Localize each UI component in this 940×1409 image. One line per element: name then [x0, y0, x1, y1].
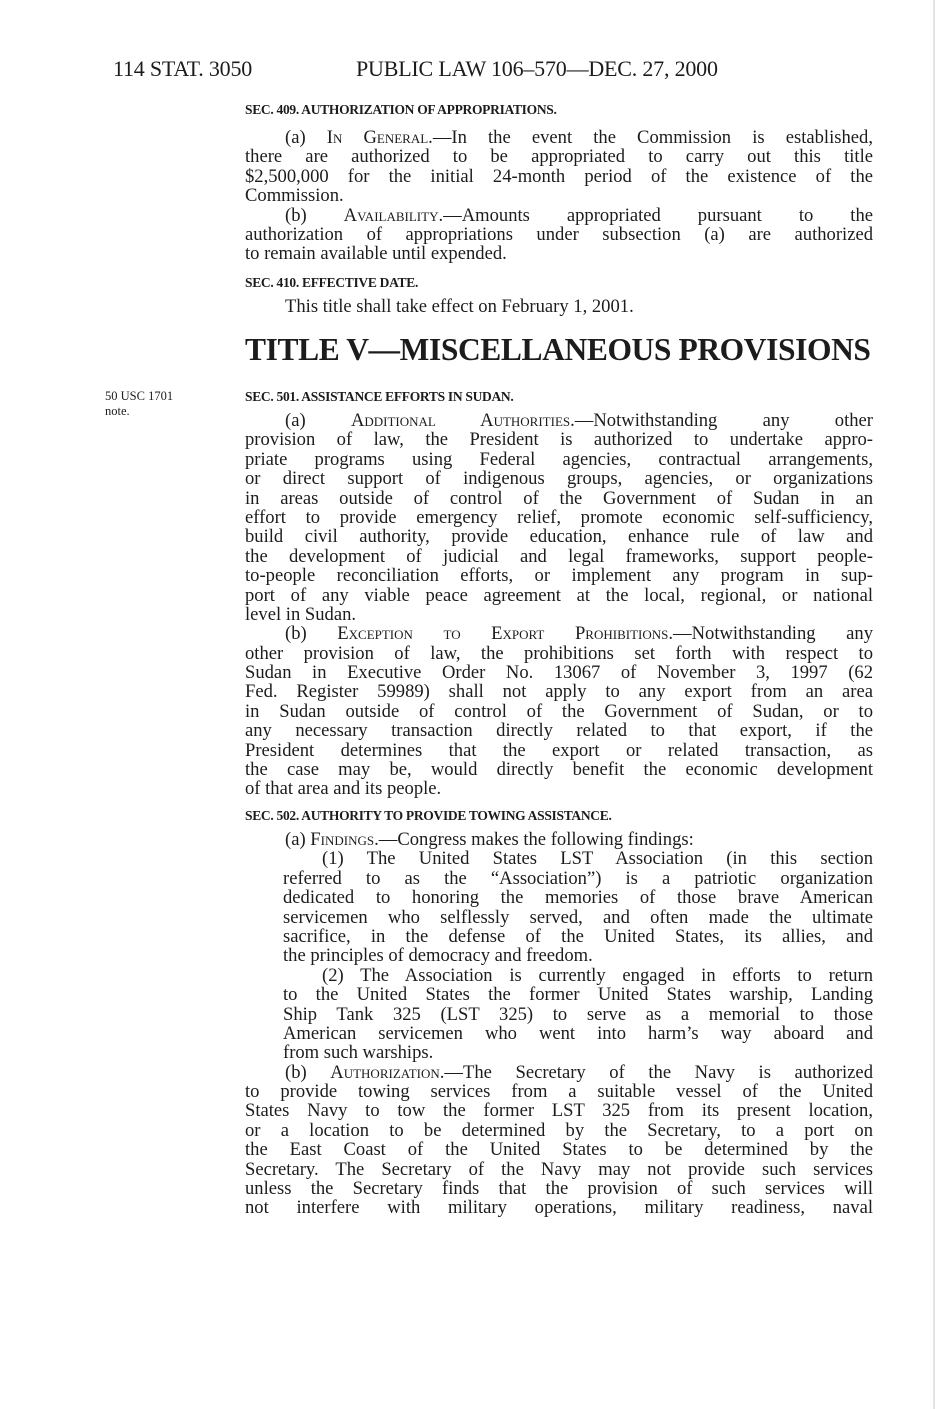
text-line: priate programs using Federal agencies, contractual arrangements, — [245, 448, 873, 470]
text-line — [245, 297, 873, 316]
paragraph-text: —Notwithstanding any other — [574, 410, 873, 431]
paragraph — [245, 624, 873, 799]
paragraph — [245, 411, 873, 624]
text-line: provision of law, the President is authorized to undertake appro- — [245, 429, 873, 451]
text-line: President determines that the export or related transaction, as — [245, 739, 873, 761]
sec-409-body — [245, 128, 873, 264]
text-line: referred to as the “Association”) is a patriotic organization — [283, 867, 873, 889]
paragraph-heading: Exception to Export Prohibitions. — [337, 623, 674, 645]
paragraph — [245, 206, 873, 264]
text-line: Fed. Register 59989) shall not apply to any export from an area — [245, 681, 873, 703]
paragraph-label: (a) — [285, 829, 311, 850]
text-line: servicemen who selflessly served, and often made the ultimate — [283, 906, 873, 928]
text-line: $2,500,000 for the initial 24-month period of the existence of the — [245, 165, 873, 187]
paragraph-heading: Additional Authorities. — [350, 410, 575, 431]
sec-502-heading: SEC. 502. AUTHORITY TO PROVIDE TOWING ASSISTANCE. — [245, 808, 612, 823]
text-line: in areas outside of control of the Government of Sudan in an — [245, 487, 873, 509]
text-line: unless the Secretary finds that the provision of such services will — [245, 1178, 873, 1200]
text-line: Sudan in Executive Order No. 13067 of November 3, 1997 (62 — [245, 662, 873, 684]
page-reference: 114 STAT. 3050 — [113, 56, 253, 81]
text-line: effort to provide emergency relief, promote economic self-sufficiency, — [245, 506, 873, 528]
margin-note — [105, 389, 173, 419]
text-line: the case may be, would directly benefit the economic development — [245, 759, 873, 781]
text-line: or a location to be determined by the Secretary, to a port on — [245, 1119, 873, 1141]
sec-410-heading: SEC. 410. EFFECTIVE DATE. — [245, 275, 419, 290]
text-line: level in Sudan. — [245, 603, 357, 625]
text-line: sacrifice, in the defense of the United States, its allies, and — [283, 925, 873, 947]
text-line: to-people reconciliation efforts, or implement any program in sup- — [245, 565, 873, 587]
text-line: other provision of law, the prohibitions set forth with respect to — [245, 642, 873, 664]
paragraph-heading: Authorization. — [330, 1061, 445, 1083]
text-line: to remain available until expended. — [245, 243, 507, 265]
paragraph-text: —Notwithstanding any — [673, 623, 873, 645]
text-line — [283, 966, 873, 985]
paragraph — [245, 830, 873, 849]
text-line: dedicated to honoring the memories of those brave American — [283, 887, 873, 909]
paragraph-heading: Findings. — [310, 829, 379, 850]
paragraph — [283, 966, 873, 1063]
text-line: build civil authority, provide education, enhance rule of law and — [245, 526, 873, 548]
text-line: Secretary. The Secretary of the Navy may not provide such services — [245, 1158, 873, 1180]
text-line — [245, 624, 873, 643]
text-line: the East Coast of the United States to be determined by the — [245, 1139, 873, 1161]
paragraph-label: (b) — [285, 1061, 331, 1083]
paragraph-text: —Congress makes the following findings: — [378, 829, 694, 850]
text-line: States Navy to tow the former LST 325 from its present location, — [245, 1100, 873, 1122]
text-line — [283, 849, 873, 868]
text-line: any necessary transaction directly related to that export, if the — [245, 720, 873, 742]
paragraph — [245, 128, 873, 206]
paragraph-text: —Amounts appropriated pursuant to the — [443, 204, 873, 226]
page-edge — [933, 0, 935, 1409]
paragraph — [283, 849, 873, 965]
text-line: in Sudan outside of control of the Government of Sudan, or to — [245, 700, 873, 722]
paragraph-text: —The Secretary of the Navy is authorized — [444, 1061, 873, 1083]
paragraph-text: —In the event the Commission is established, — [432, 127, 873, 148]
paragraph-label: (a) — [285, 410, 351, 431]
text-line: the principles of democracy and freedom. — [283, 945, 593, 967]
paragraph — [245, 1063, 873, 1218]
sec-410-body — [245, 297, 873, 316]
text-line: port of any viable peace agreement at the local, regional, or national — [245, 584, 873, 606]
text-line — [245, 128, 873, 147]
paragraph-label: (a) — [285, 127, 327, 148]
paragraph-label: (b) — [285, 623, 338, 645]
paragraph-text: (1) The United States LST Association (in this section — [322, 848, 873, 870]
text-line — [245, 830, 873, 849]
sec-409-heading: SEC. 409. AUTHORIZATION OF APPROPRIATIONS. — [245, 102, 557, 117]
text-line: or direct support of indigenous groups, agencies, or organizations — [245, 468, 873, 490]
text-line: Ship Tank 325 (LST 325) to serve as a memorial to those — [283, 1003, 873, 1025]
text-line: Commission. — [245, 185, 344, 207]
text-line: the development of judicial and legal frameworks, support people- — [245, 545, 873, 567]
text-line — [245, 411, 873, 430]
text-line: not interfere with military operations, military readiness, naval — [245, 1197, 873, 1219]
paragraph-label: (b) — [285, 204, 344, 226]
sec-501-heading: SEC. 501. ASSISTANCE EFFORTS IN SUDAN. — [245, 389, 514, 404]
text-line: authorization of appropriations under subsection (a) are authorized — [245, 223, 873, 245]
text-line: there are authorized to be appropriated to carry out this title — [245, 146, 873, 168]
text-line: from such warships. — [283, 1042, 434, 1064]
text-line — [245, 206, 873, 225]
text-line: to the United States the former United States warship, Landing — [283, 984, 873, 1006]
text-line — [245, 1063, 873, 1082]
text-line: to provide towing services from a suitable vessel of the United — [245, 1081, 873, 1103]
paragraph-text: This title shall take effect on February 1, 2001. — [285, 296, 634, 317]
margin-note-citation: 50 USC 1701 — [105, 389, 174, 403]
paragraph-text: (2) The Association is currently engaged in efforts to return — [322, 964, 873, 986]
running-title: PUBLIC LAW 106–570—DEC. 27, 2000 — [356, 56, 718, 81]
paragraph-heading: Availability. — [343, 204, 444, 226]
sec-502-body — [245, 830, 873, 1218]
paragraph-heading: In General. — [326, 127, 433, 148]
paragraph — [245, 297, 873, 316]
text-line: of that area and its people. — [245, 778, 442, 800]
sec-501-body — [245, 411, 873, 799]
margin-note-label: note. — [105, 404, 130, 418]
title-heading: TITLE V—MISCELLANEOUS PROVISIONS — [245, 332, 871, 367]
text-line: American servicemen who went into harm’s way aboard and — [283, 1022, 873, 1044]
